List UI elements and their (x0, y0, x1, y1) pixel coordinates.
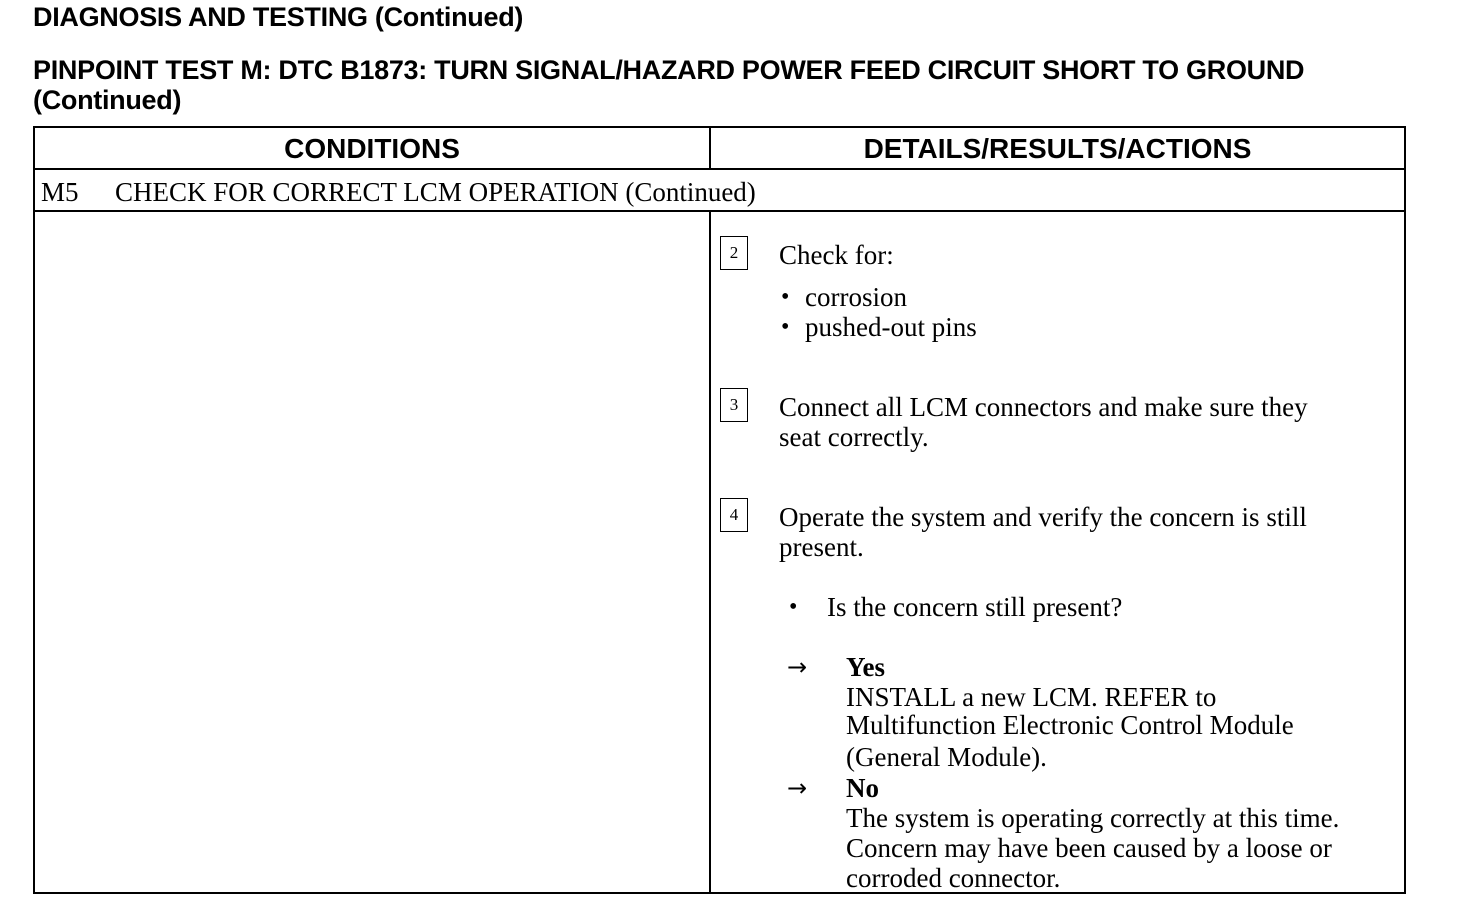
step-id: M5 (41, 177, 79, 207)
step-title: CHECK FOR CORRECT LCM OPERATION (Continued) (115, 177, 756, 207)
body-column-divider (709, 212, 711, 892)
yes-action-line-2: Multifunction Electronic Control Module (846, 710, 1294, 740)
answer-yes: Yes (846, 652, 885, 682)
yes-action-line-1: INSTALL a new LCM. REFER to (846, 682, 1217, 712)
bullet-icon: • (789, 594, 798, 620)
action-4-text-line-2: present. (779, 532, 864, 562)
action-3-text-line-2: seat correctly. (779, 422, 929, 452)
arrow-right-icon: → (787, 774, 808, 802)
step-row (41, 172, 756, 212)
step-number-2: 2 (720, 236, 748, 270)
action-4-text-line-1: Operate the system and verify the concern is still (779, 502, 1307, 532)
action-2-text: Check for: (779, 240, 894, 270)
no-action-line-3: corroded connector. (846, 863, 1061, 893)
section-title: DIAGNOSIS AND TESTING (Continued) (33, 2, 524, 32)
arrow-right-icon: → (787, 653, 808, 681)
yes-action-line-3: (General Module). (846, 742, 1047, 772)
answer-no: No (846, 773, 879, 803)
no-action-line-1: The system is operating correctly at this time. (846, 803, 1340, 833)
details-header: DETAILS/RESULTS/ACTIONS (863, 133, 1252, 164)
bullet-icon: • (781, 314, 790, 340)
no-action-line-2: Concern may have been caused by a loose or (846, 833, 1332, 863)
test-title: PINPOINT TEST M: DTC B1873: TURN SIGNAL/HAZARD POWER FEED CIRCUIT SHORT TO GROUND (Continued) (33, 55, 1305, 115)
diagnostic-table (33, 126, 1406, 894)
check-item-pushed-out-pins: pushed-out pins (805, 312, 977, 342)
action-3-text-line-1: Connect all LCM connectors and make sure they (779, 392, 1308, 422)
conditions-header: CONDITIONS (284, 133, 460, 164)
check-item-corrosion: corrosion (805, 282, 907, 312)
question-text: Is the concern still present? (827, 592, 1123, 622)
step-number-3: 3 (720, 388, 748, 422)
bullet-icon: • (781, 284, 790, 310)
step-number-4: 4 (720, 498, 748, 532)
